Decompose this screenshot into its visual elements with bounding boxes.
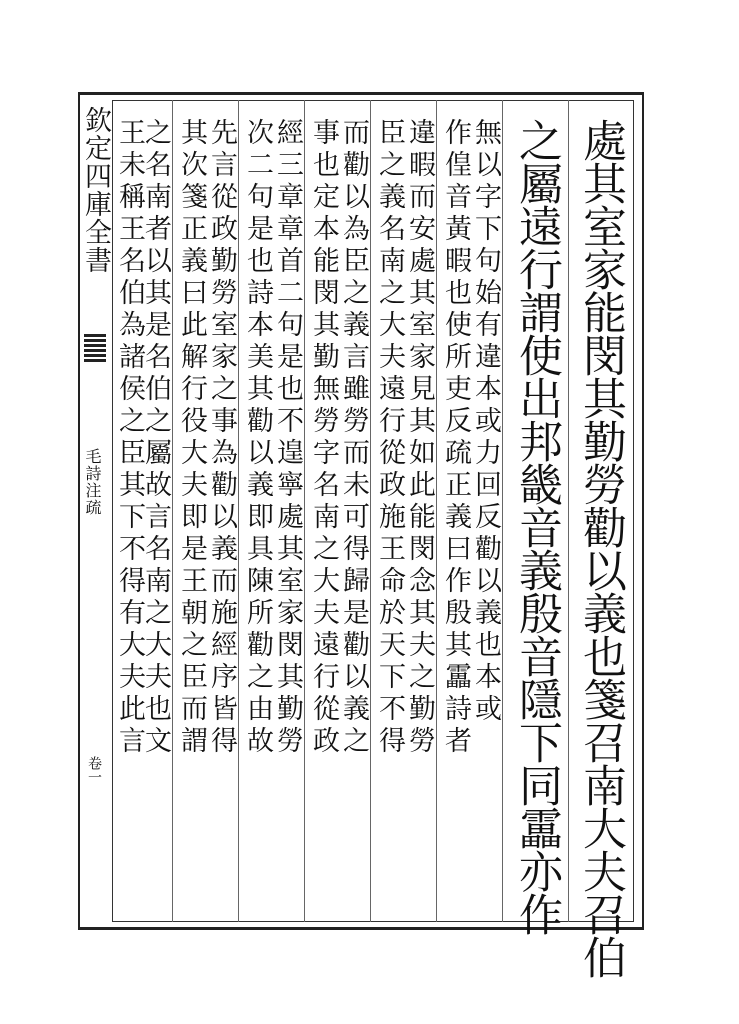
column-rule: [436, 100, 437, 922]
text-column: 先言從政勤勞室家之事為勸以義而施經序皆得: [206, 118, 237, 758]
text-column: 之屬遠行謂使出邦畿音義殷音隱下同靁亦作: [511, 118, 562, 935]
text-column: 次二句是也詩本美其勸以義即具陳所勸之由故: [242, 118, 273, 758]
text-column: 之名南者以其是名伯之屬故言名南之大夫也文: [140, 118, 171, 758]
text-column: 王未稱王名伯為諸侯之臣其下不得有大夫此言: [114, 118, 145, 758]
fishtail-mark: [84, 334, 106, 364]
text-column: 作偟音黃暇也使所吏反疏正義曰作殷其靁詩者: [440, 118, 471, 758]
text-column: 處其室家能閔其勤勞勸以義也箋召南大夫召伯: [575, 118, 626, 978]
margin-strip: [80, 96, 112, 926]
text-column: 無以字下句始有違本或力回反勸以義也本或: [470, 118, 501, 726]
text-column: 事也定本能閔其勤無勞字名南之大夫遠行從政: [308, 118, 339, 758]
column-rule: [502, 100, 503, 922]
text-column: 其次箋正義曰此解行役大夫即是王朝之臣而謂: [176, 118, 207, 758]
margin-subtitle: 毛詩注疏: [83, 448, 102, 516]
margin-title: 欽定四庫全書: [80, 106, 111, 274]
margin-page-number: 卷一: [86, 756, 102, 784]
column-rule: [370, 100, 371, 922]
text-column: 而勸以為臣之義言雖勞而未可得歸是勸以義之: [338, 118, 369, 758]
text-column: 經三章章首二句是也不遑寧處其室家閔其勤勞: [272, 118, 303, 758]
column-rule: [172, 100, 173, 922]
text-column: 違暇而安處其室家見其如此能閔念其夫之勤勞: [404, 118, 435, 758]
text-column: 臣之義名南之大夫遠行從政施王命於天下不得: [374, 118, 405, 758]
column-rule: [304, 100, 305, 922]
column-rule: [238, 100, 239, 922]
column-rule: [568, 100, 569, 922]
